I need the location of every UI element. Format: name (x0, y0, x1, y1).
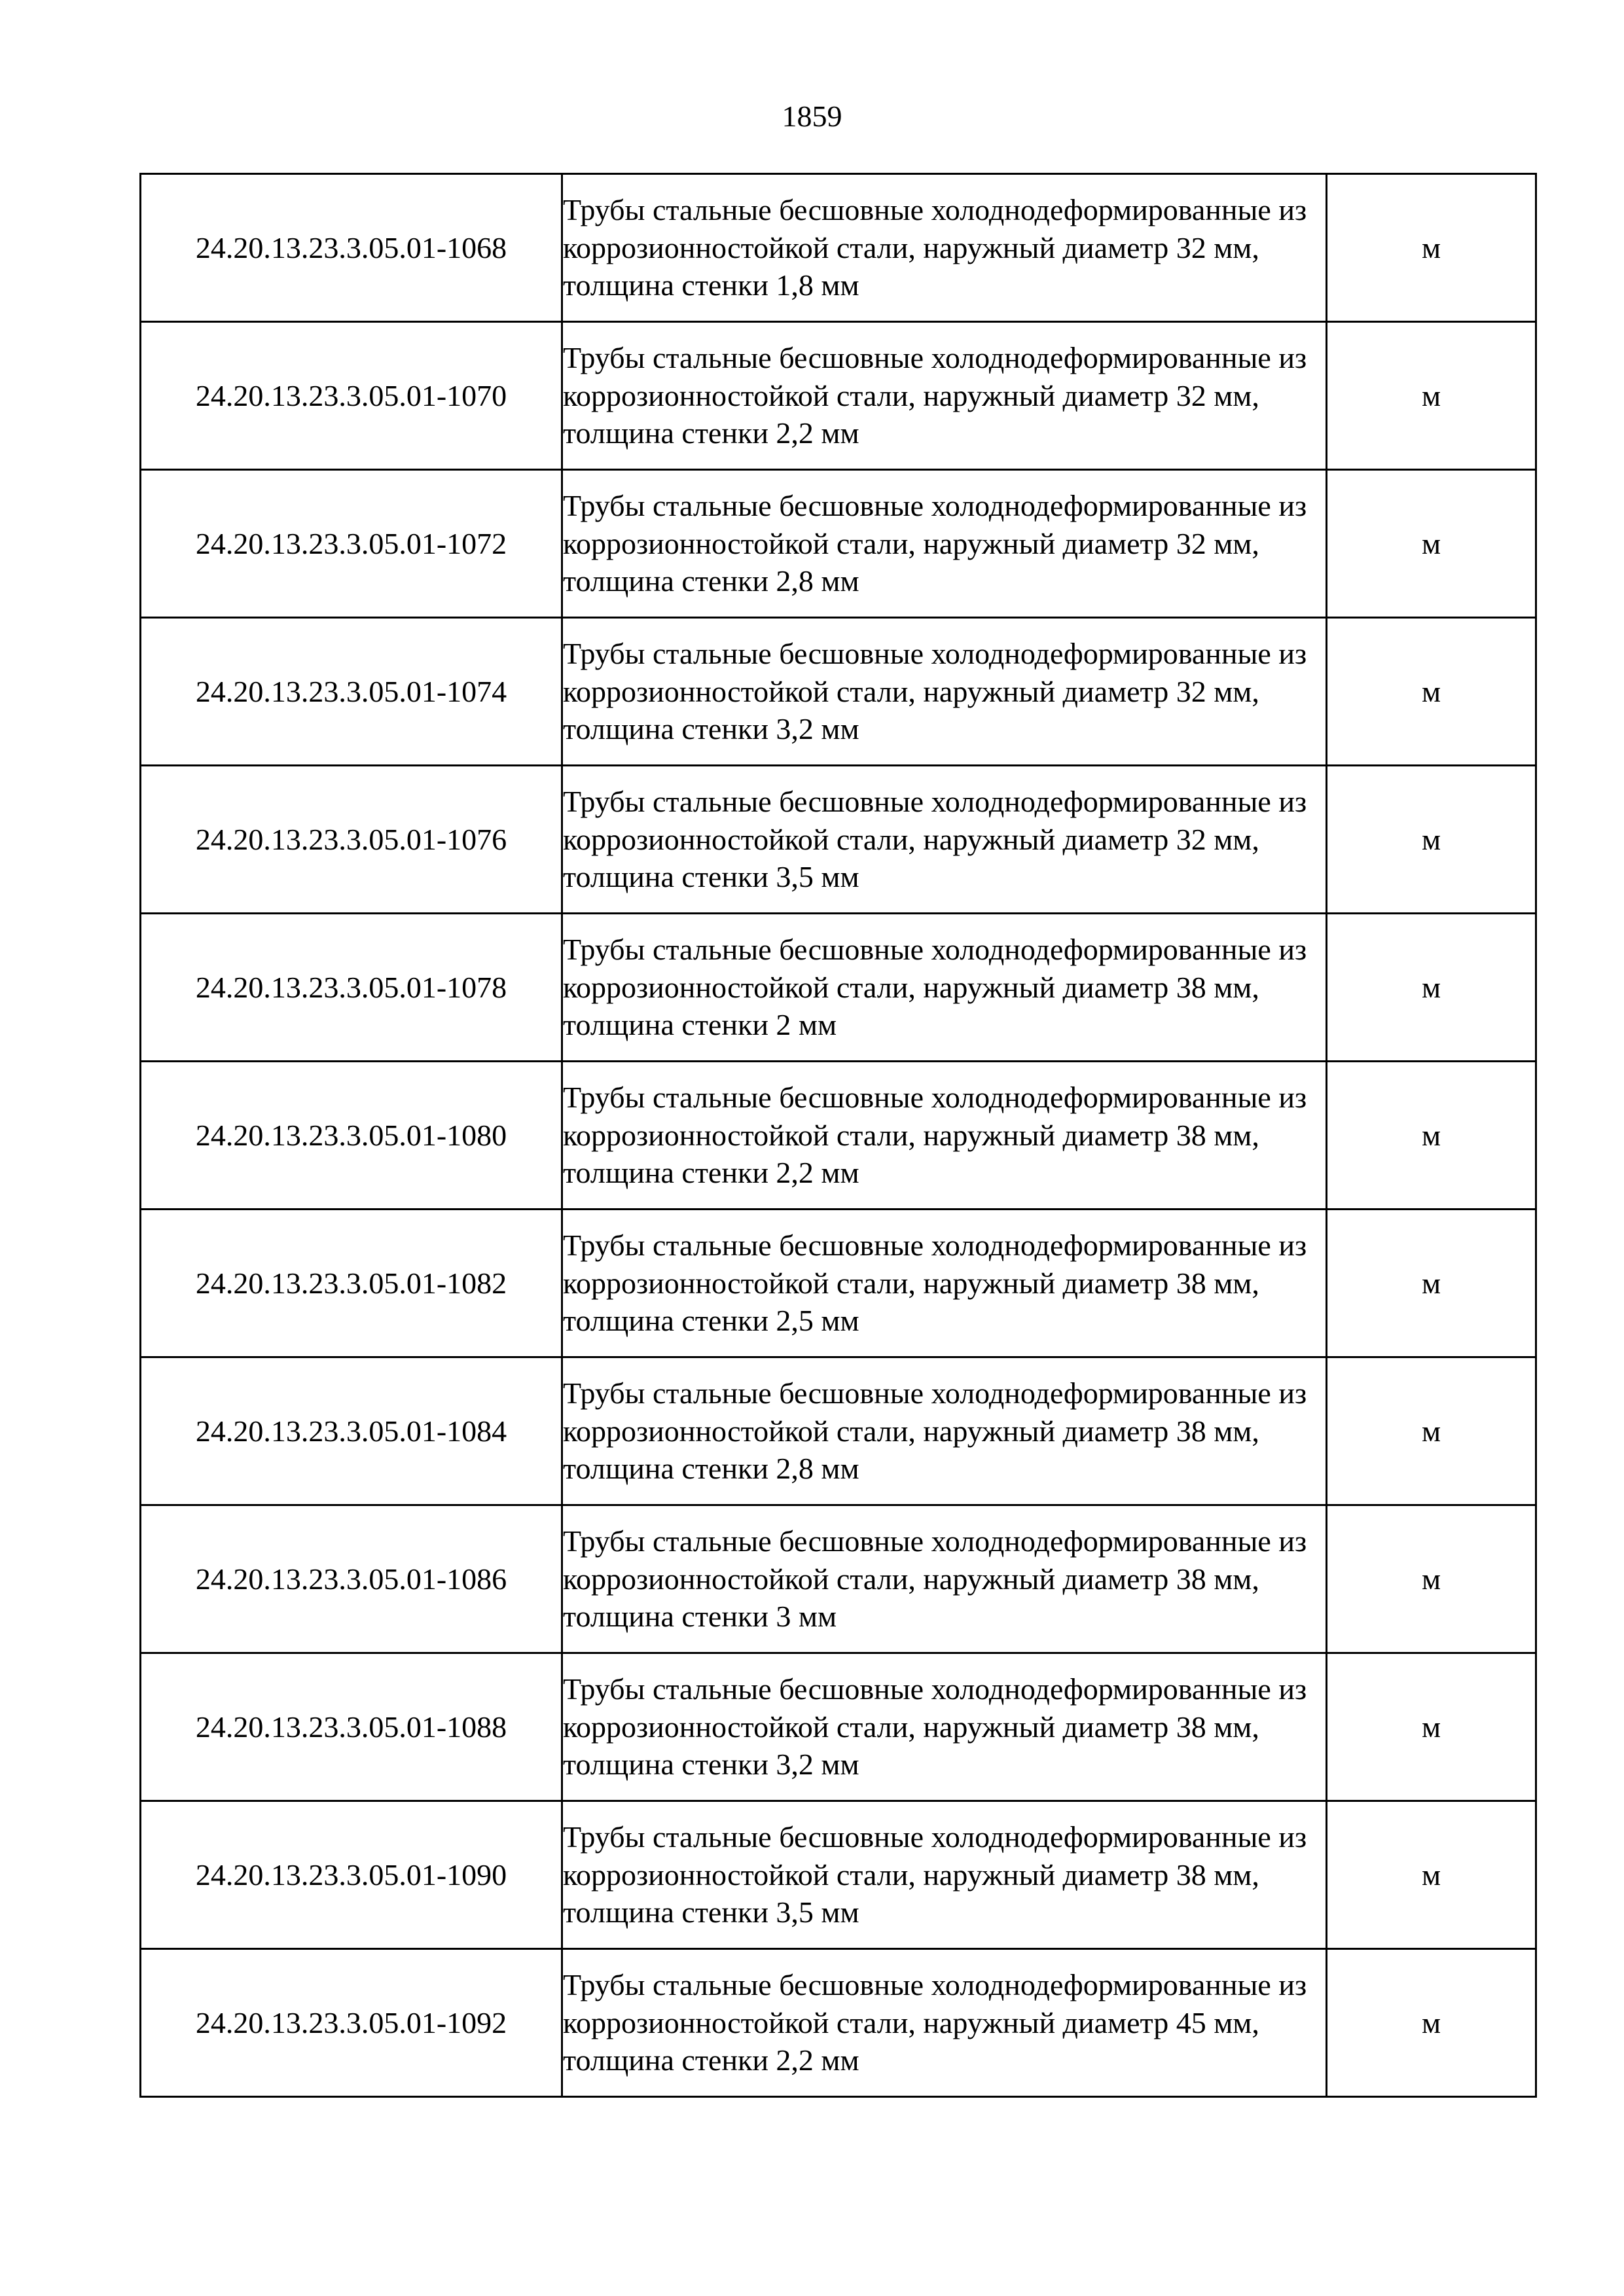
table-row (141, 618, 1536, 766)
item-code-cell: 24.20.13.23.3.05.01-1080 (141, 1062, 562, 1210)
item-description-cell: Трубы стальные бесшовные холоднодеформированные из коррозионностойкой стали, наружный диаметр 32 мм, толщина стенки 3,2 мм (562, 618, 1327, 766)
item-code-cell: 24.20.13.23.3.05.01-1088 (141, 1653, 562, 1801)
table-row (141, 766, 1536, 914)
item-unit-cell: м (1327, 1062, 1536, 1210)
table-row (141, 1357, 1536, 1505)
item-code-cell: 24.20.13.23.3.05.01-1082 (141, 1210, 562, 1357)
item-code-cell: 24.20.13.23.3.05.01-1068 (141, 174, 562, 322)
item-description-cell: Трубы стальные бесшовные холоднодеформированные из коррозионностойкой стали, наружный диаметр 32 мм, толщина стенки 1,8 мм (562, 174, 1327, 322)
item-code-cell: 24.20.13.23.3.05.01-1076 (141, 766, 562, 914)
table-row (141, 1062, 1536, 1210)
table-row (141, 1949, 1536, 2097)
item-description-cell: Трубы стальные бесшовные холоднодеформированные из коррозионностойкой стали, наружный диаметр 38 мм, толщина стенки 2,5 мм (562, 1210, 1327, 1357)
item-code-cell: 24.20.13.23.3.05.01-1092 (141, 1949, 562, 2097)
item-code-cell: 24.20.13.23.3.05.01-1086 (141, 1505, 562, 1653)
item-code-cell: 24.20.13.23.3.05.01-1084 (141, 1357, 562, 1505)
table-row (141, 470, 1536, 618)
item-unit-cell: м (1327, 1505, 1536, 1653)
item-code-cell: 24.20.13.23.3.05.01-1078 (141, 914, 562, 1062)
item-unit-cell: м (1327, 174, 1536, 322)
item-unit-cell: м (1327, 1801, 1536, 1949)
table-row (141, 1210, 1536, 1357)
item-unit-cell: м (1327, 1210, 1536, 1357)
item-description-cell: Трубы стальные бесшовные холоднодеформированные из коррозионностойкой стали, наружный диаметр 32 мм, толщина стенки 2,2 мм (562, 322, 1327, 470)
page-number: 1859 (782, 99, 842, 133)
item-code-cell: 24.20.13.23.3.05.01-1072 (141, 470, 562, 618)
item-description-cell: Трубы стальные бесшовные холоднодеформированные из коррозионностойкой стали, наружный диаметр 32 мм, толщина стенки 3,5 мм (562, 766, 1327, 914)
item-code-cell: 24.20.13.23.3.05.01-1070 (141, 322, 562, 470)
table-row (141, 1653, 1536, 1801)
table-row (141, 322, 1536, 470)
item-unit-cell: м (1327, 1949, 1536, 2097)
table-row (141, 1505, 1536, 1653)
item-code-cell: 24.20.13.23.3.05.01-1090 (141, 1801, 562, 1949)
item-unit-cell: м (1327, 470, 1536, 618)
item-description-cell: Трубы стальные бесшовные холоднодеформированные из коррозионностойкой стали, наружный диаметр 38 мм, толщина стенки 2,8 мм (562, 1357, 1327, 1505)
item-code-cell: 24.20.13.23.3.05.01-1074 (141, 618, 562, 766)
item-unit-cell: м (1327, 322, 1536, 470)
item-unit-cell: м (1327, 1653, 1536, 1801)
item-description-cell: Трубы стальные бесшовные холоднодеформированные из коррозионностойкой стали, наружный диаметр 38 мм, толщина стенки 3 мм (562, 1505, 1327, 1653)
item-description-cell: Трубы стальные бесшовные холоднодеформированные из коррозионностойкой стали, наружный диаметр 38 мм, толщина стенки 2 мм (562, 914, 1327, 1062)
item-description-cell: Трубы стальные бесшовные холоднодеформированные из коррозионностойкой стали, наружный диаметр 38 мм, толщина стенки 3,2 мм (562, 1653, 1327, 1801)
item-unit-cell: м (1327, 914, 1536, 1062)
item-description-cell: Трубы стальные бесшовные холоднодеформированные из коррозионностойкой стали, наружный диаметр 38 мм, толщина стенки 2,2 мм (562, 1062, 1327, 1210)
item-description-cell: Трубы стальные бесшовные холоднодеформированные из коррозионностойкой стали, наружный диаметр 38 мм, толщина стенки 3,5 мм (562, 1801, 1327, 1949)
item-description-cell: Трубы стальные бесшовные холоднодеформированные из коррозионностойкой стали, наружный диаметр 45 мм, толщина стенки 2,2 мм (562, 1949, 1327, 2097)
item-unit-cell: м (1327, 618, 1536, 766)
table-body (141, 174, 1536, 2097)
item-unit-cell: м (1327, 1357, 1536, 1505)
item-description-cell: Трубы стальные бесшовные холоднодеформированные из коррозионностойкой стали, наружный диаметр 32 мм, толщина стенки 2,8 мм (562, 470, 1327, 618)
table-row (141, 174, 1536, 322)
item-unit-cell: м (1327, 766, 1536, 914)
table-row (141, 1801, 1536, 1949)
table-row (141, 914, 1536, 1062)
materials-table (139, 173, 1537, 2098)
